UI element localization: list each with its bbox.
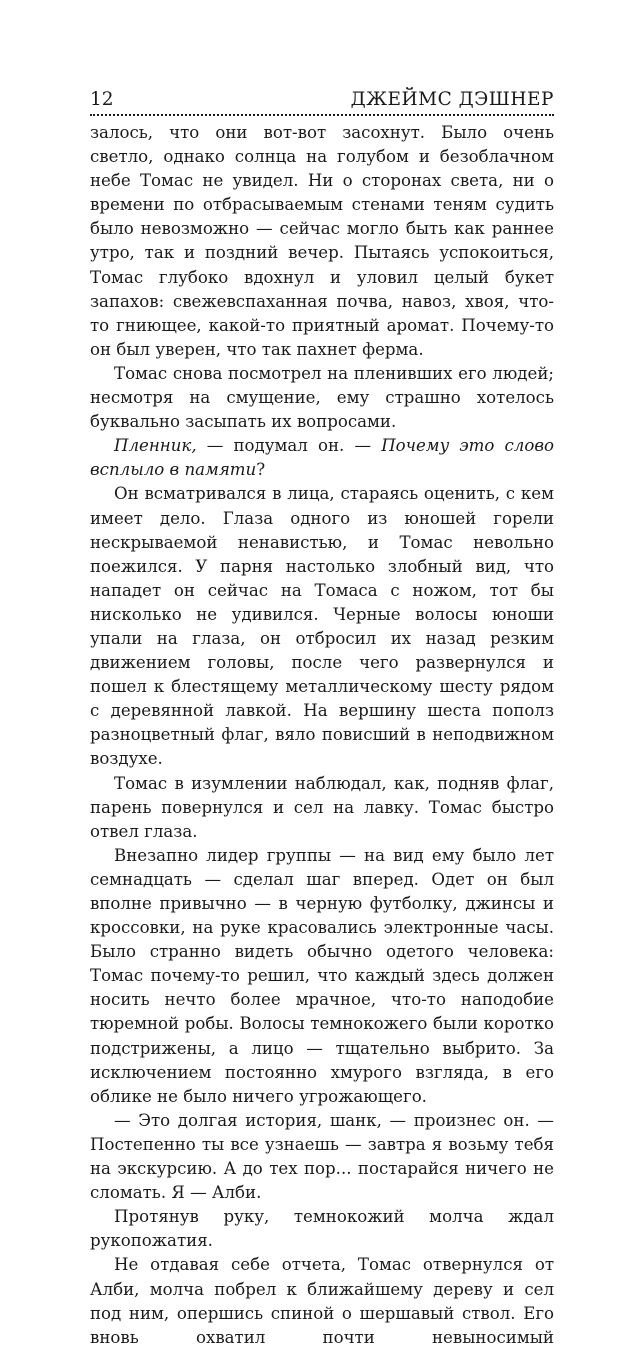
paragraph: Внезапно лидер группы — на вид ему было лет семнадцать — сделал шаг вперед. Одет он был вполне привычно — в черную футболку, джинсы и кроссовки, на руке красовались электронные часы. Было странно видеть обычно одетого человека: Томас почему-то решил, что каждый здесь должен носить нечто более мрачное, что-то наподобие тюремной робы. Волосы темнокожего были коротко подстрижены, а лицо — тщательно выбрито. За исключением постоянно хмурого взгляда, в его облике не было ничего угрожающего.	[90, 845, 554, 1106]
paragraph: Не отдавая себе отчета, Томас отвернулся от Алби, молча побрел к ближайшему дереву и сел под ним, опершись спиной о шершавый ствол. Его вновь охватил почти невыносимый	[90, 1255, 554, 1347]
body-text	[90, 121, 554, 1350]
paragraph: — Это долгая история, шанк, — произнес он. — Постепенно ты все узнаешь — завтра я возьму тебя на экскурсию. А до тех пор... постарайся ничего не сломать. Я — Алби.	[90, 1110, 554, 1203]
paragraph: Протянув руку, темнокожий молча ждал рукопожатия.	[90, 1207, 554, 1251]
header-divider	[90, 114, 554, 116]
paragraph: Он всматривался в лица, стараясь оценить, с кем имеет дело. Глаза одного из юношей горели нескрываемой ненавистью, и Томас невольно поежился. У парня настолько злобный вид, что нападет он сейчас на Томаса с ножом, тот бы нисколько не удивился. Черные волосы юноши упали на глаза, он отбросил их назад резким движением головы, после чего развернулся и пошел к блестящему металлическому шесту рядом с деревянной лавкой. На вершину шеста пополз разноцветный флаг, вяло повисший в неподвижном воздухе.	[90, 484, 554, 769]
paragraph-thought	[90, 434, 554, 482]
paragraph: Томас снова посмотрел на пленивших его людей; несмотря на смущение, ему страшно хотелось буквально засыпать их вопросами.	[90, 363, 554, 432]
text-span: ?	[256, 460, 266, 480]
running-header	[90, 88, 554, 112]
page-number: 12	[90, 89, 114, 110]
text-span: — подумал он. —	[196, 436, 382, 456]
running-title: ДЖЕЙМС ДЭШНЕР	[350, 89, 554, 110]
paragraph: Томас в изумлении наблюдал, как, подняв флаг, парень повернулся и сел на лавку. Томас быстро отвел глаза.	[90, 773, 554, 841]
italic-text: Пленник,	[114, 436, 197, 456]
italic-text: Почему это слово всплыло в памяти	[90, 436, 554, 480]
paragraph: залось, что они вот-вот засохнут. Было очень светло, однако солнца на голубом и безоблачном небе Томас не увидел. Ни о сторонах света, ни о времени по отбрасываемым стенами теням судить было невозможно — сейчас могло быть как раннее утро, так и поздний вечер. Пытаясь успокоиться, Томас глубоко вдохнул и уловил целый букет запахов: свежевспаханная почва, навоз, хвоя, что-то гниющее, какой-то приятный аромат. Почему-то он был уверен, что так пахнет ферма.	[90, 123, 554, 359]
